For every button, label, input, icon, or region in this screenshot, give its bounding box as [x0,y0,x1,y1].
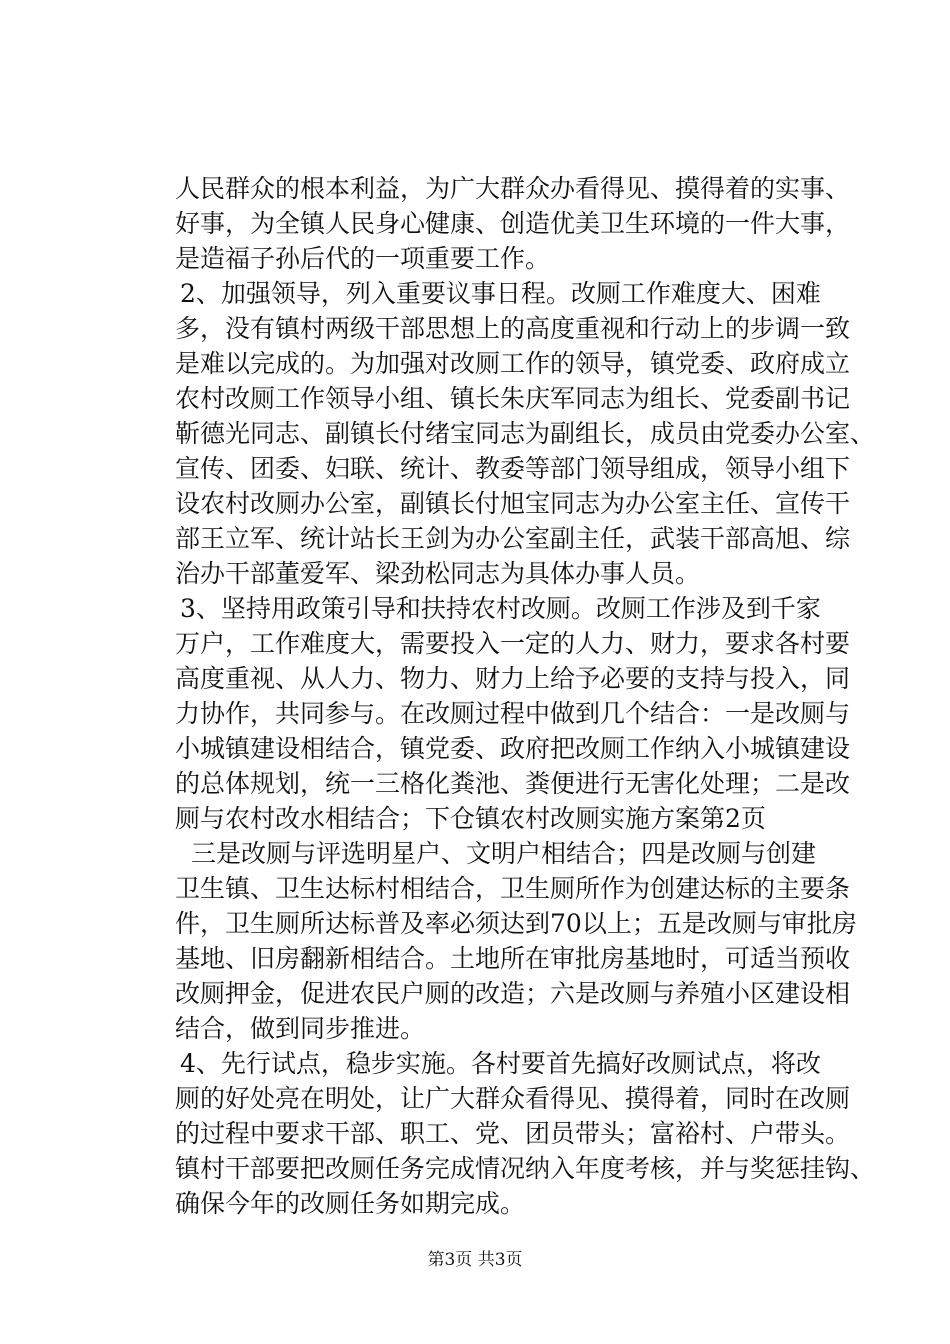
text-line: 是难以完成的。为加强对改厕工作的领导，镇党委、政府成立 [175,349,851,378]
text-line: 农村改厕工作领导小组、镇长朱庆军同志为组长、党委副书记 [175,384,851,413]
text-line: 三是改厕与评选明星户、文明户相结合；四是改厕与创建 [191,839,817,868]
text-line: 4、先行试点，稳步实施。各村要首先搞好改厕试点，将改 [180,1049,821,1078]
text-line: 多，没有镇村两级干部思想上的高度重视和行动上的步调一致 [175,314,851,343]
text-line: 治办干部董爱军、梁劲松同志为具体办事人员。 [175,559,701,588]
text-line: 卫生镇、卫生达标村相结合，卫生厕所作为创建达标的主要条 [175,874,851,903]
text-line: 2、加强领导，列入重要议事日程。改厕工作难度大、困难 [180,279,821,308]
text-line: 改厕押金，促进农民户厕的改造；六是改厕与养殖小区建设相 [175,979,851,1008]
text-line: 厕的好处亮在明处，让广大群众看得见、摸得着，同时在改厕 [175,1084,851,1113]
text-line: 高度重视、从人力、物力、财力上给予必要的支持与投入，同 [175,664,851,693]
text-line: 3、坚持用政策引导和扶持农村改厕。改厕工作涉及到千家 [180,594,821,623]
text-line: 是造福子孙后代的一项重要工作。 [175,244,551,273]
text-line: 宣传、团委、妇联、统计、教委等部门领导组成，领导小组下 [175,454,851,483]
text-line: 镇村干部要把改厕任务完成情况纳入年度考核，并与奖惩挂钩、 [175,1154,876,1183]
text-line: 人民群众的根本利益，为广大群众办看得见、摸得着的实事、 [175,174,851,203]
text-line: 力协作，共同参与。在改厕过程中做到几个结合：一是改厕与 [175,699,851,728]
text-line: 设农村改厕办公室，副镇长付旭宝同志为办公室主任、宣传干 [175,489,851,518]
page-footer: 第3页 共3页 [427,1250,523,1270]
text-line: 万户，工作难度大，需要投入一定的人力、财力，要求各村要 [175,629,851,658]
text-line: 部王立军、统计站长王剑为办公室副主任，武装干部高旭、综 [175,524,851,553]
text-line: 结合，做到同步推进。 [175,1014,426,1043]
text-line: 靳德光同志、副镇长付绪宝同志为副组长，成员由党委办公室、 [175,419,876,448]
text-line: 件，卫生厕所达标普及率必须达到70以上；五是改厕与审批房 [175,909,857,938]
text-line: 的过程中要求干部、职工、党、团员带头；富裕村、户带头。 [175,1119,851,1148]
text-line: 厕与农村改水相结合；下仓镇农村改厕实施方案第2页 [175,804,766,833]
text-line: 基地、旧房翻新相结合。土地所在审批房基地时，可适当预收 [175,944,851,973]
text-line: 的总体规划，统一三格化粪池、粪便进行无害化处理；二是改 [175,769,851,798]
text-line: 小城镇建设相结合，镇党委、政府把改厕工作纳入小城镇建设 [175,734,851,763]
document-body [175,171,876,1221]
text-line: 确保今年的改厕任务如期完成。 [175,1189,526,1218]
text-line: 好事，为全镇人民身心健康、创造优美卫生环境的一件大事， [175,209,851,238]
